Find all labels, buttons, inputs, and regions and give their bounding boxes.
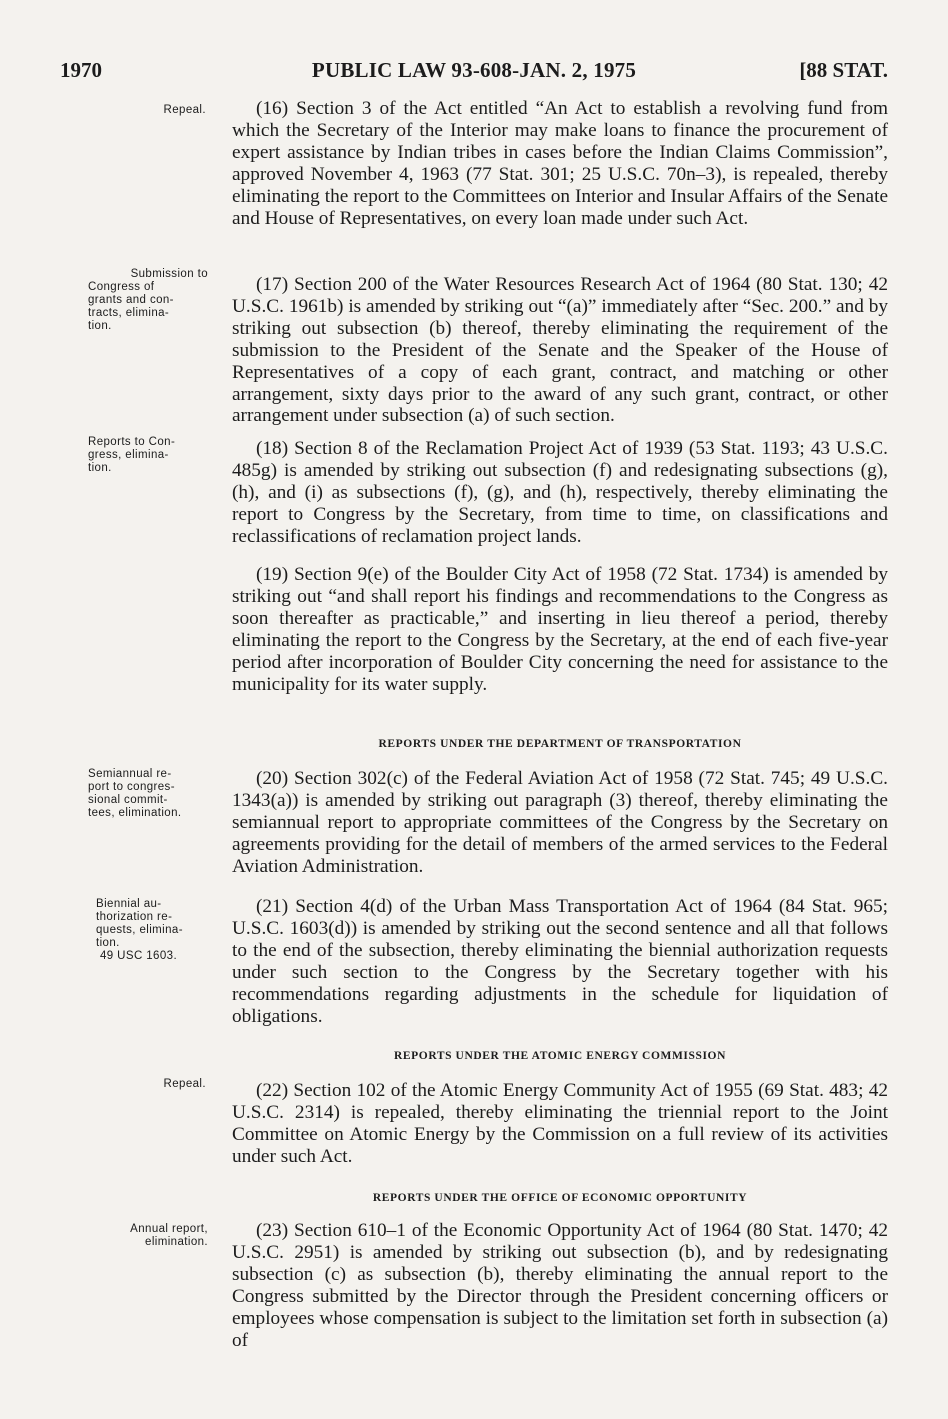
paragraph-20: (20) Section 302(c) of the Federal Aviation Act of 1958 (72 Stat. 745; 49 U.S.C. 1343(a)) is amended by striking out paragraph (3) thereof, thereby eliminating the semiannual report to appropriate committees of the Congress by the Secretary on agreements providing for the detail of members of the armed services to the Federal Aviation Administration.	[232, 768, 888, 877]
margin-note-18: Reports to Con- gress, elimina- tion.	[88, 436, 176, 474]
margin-note-23: Annual report, elimination.	[130, 1223, 208, 1248]
stat-volume: [88 STAT.	[799, 58, 888, 82]
paragraph-19: (19) Section 9(e) of the Boulder City Act of 1958 (72 Stat. 1734) is amended by striking out “and shall report his findings and recommendations to the Congress as soon thereafter as practicable,” and inserting in lieu thereof a period, thereby eliminating the report to the Congress by the Secretary, at the end of each five-year period after incorporation of Boulder City concerning the need for assistance to the municipality for its water supply.	[232, 564, 888, 695]
margin-note-17: Submission to Congress of grants and con- tracts, elimina- tion.	[88, 268, 208, 332]
paragraph-18: (18) Section 8 of the Reclamation Project Act of 1939 (53 Stat. 1193; 43 U.S.C. 485g) is amended by striking out subsection (f) and redesignating subsections (g), (h), and (i) as subsections (f), (g), and (h), respectively, thereby eliminating the report to Congress by the Secretary, from time to time, on classifications and reclassifications of reclamation project lands.	[232, 438, 888, 547]
paragraph-22: (22) Section 102 of the Atomic Energy Community Act of 1955 (69 Stat. 483; 42 U.S.C. 2314) is repealed, thereby eliminating the triennial report to the Joint Committee on Atomic Energy by the Commission on a full review of its activities under such Act.	[232, 1080, 888, 1167]
margin-note-22: Repeal.	[163, 1078, 206, 1090]
section-heading-transportation: REPORTS UNDER THE DEPARTMENT OF TRANSPORTATION	[378, 738, 742, 750]
section-heading-atomic: REPORTS UNDER THE ATOMIC ENERGY COMMISSION	[393, 1050, 727, 1062]
section-heading-oeo: REPORTS UNDER THE OFFICE OF ECONOMIC OPPORTUNITY	[372, 1192, 748, 1204]
margin-note-20: Semiannual re- port to congres- sional commit- tees, elimination.	[88, 768, 182, 819]
margin-note-21: Biennial au- thorization re- quests, elimina- tion. 49 USC 1603.	[96, 898, 230, 963]
paragraph-16: (16) Section 3 of the Act entitled “An Act to establish a revolving fund from which the Secretary of the Interior may make loans to finance the procurement of expert assistance by Indian tribes in cases before the Indian Claims Commission”, approved November 4, 1963 (77 Stat. 301; 25 U.S.C. 70n–3), is repealed, thereby eliminating the report to the Committees on Interior and Insular Affairs of the Senate and House of Representatives, on every loan made under such Act.	[232, 98, 888, 229]
paragraph-17: (17) Section 200 of the Water Resources Research Act of 1964 (80 Stat. 130; 42 U.S.C. 1961b) is amended by striking out “(a)” immediately after “Sec. 200.” and by striking out subsection (b) thereof, thereby eliminating the requirement of the submission to the President of the Senate and the Speaker of the House of Representatives of a copy of each grant, contract, and matching or other arrangement, sixty days prior to the award of any such grant, contract, or other arrangement under subsection (a) of such section.	[232, 274, 888, 427]
page-title: PUBLIC LAW 93-608-JAN. 2, 1975	[311, 58, 637, 82]
usc-reference: 49 USC 1603.	[100, 950, 178, 962]
margin-note-16: Repeal.	[163, 104, 206, 116]
page-number: 1970	[60, 58, 102, 82]
paragraph-23: (23) Section 610–1 of the Economic Opportunity Act of 1964 (80 Stat. 1470; 42 U.S.C. 2951) is amended by striking out subsection (b), and by redesignating subsection (c) as subsection (b), thereby eliminating the annual report to the Congress submitted by the Director through the President concerning officers or employees whose compensation is subject to the limitation set forth in subsection (a) of	[232, 1220, 888, 1351]
paragraph-21: (21) Section 4(d) of the Urban Mass Transportation Act of 1964 (84 Stat. 965; U.S.C. 1603(d)) is amended by striking out the second sentence and all that follows to the end of the subsection, thereby eliminating the biennial authorization requests under such section to the Congress by the Secretary together with his recommendations regarding adjustments in the schedule for liquidation of obligations.	[232, 896, 888, 1027]
